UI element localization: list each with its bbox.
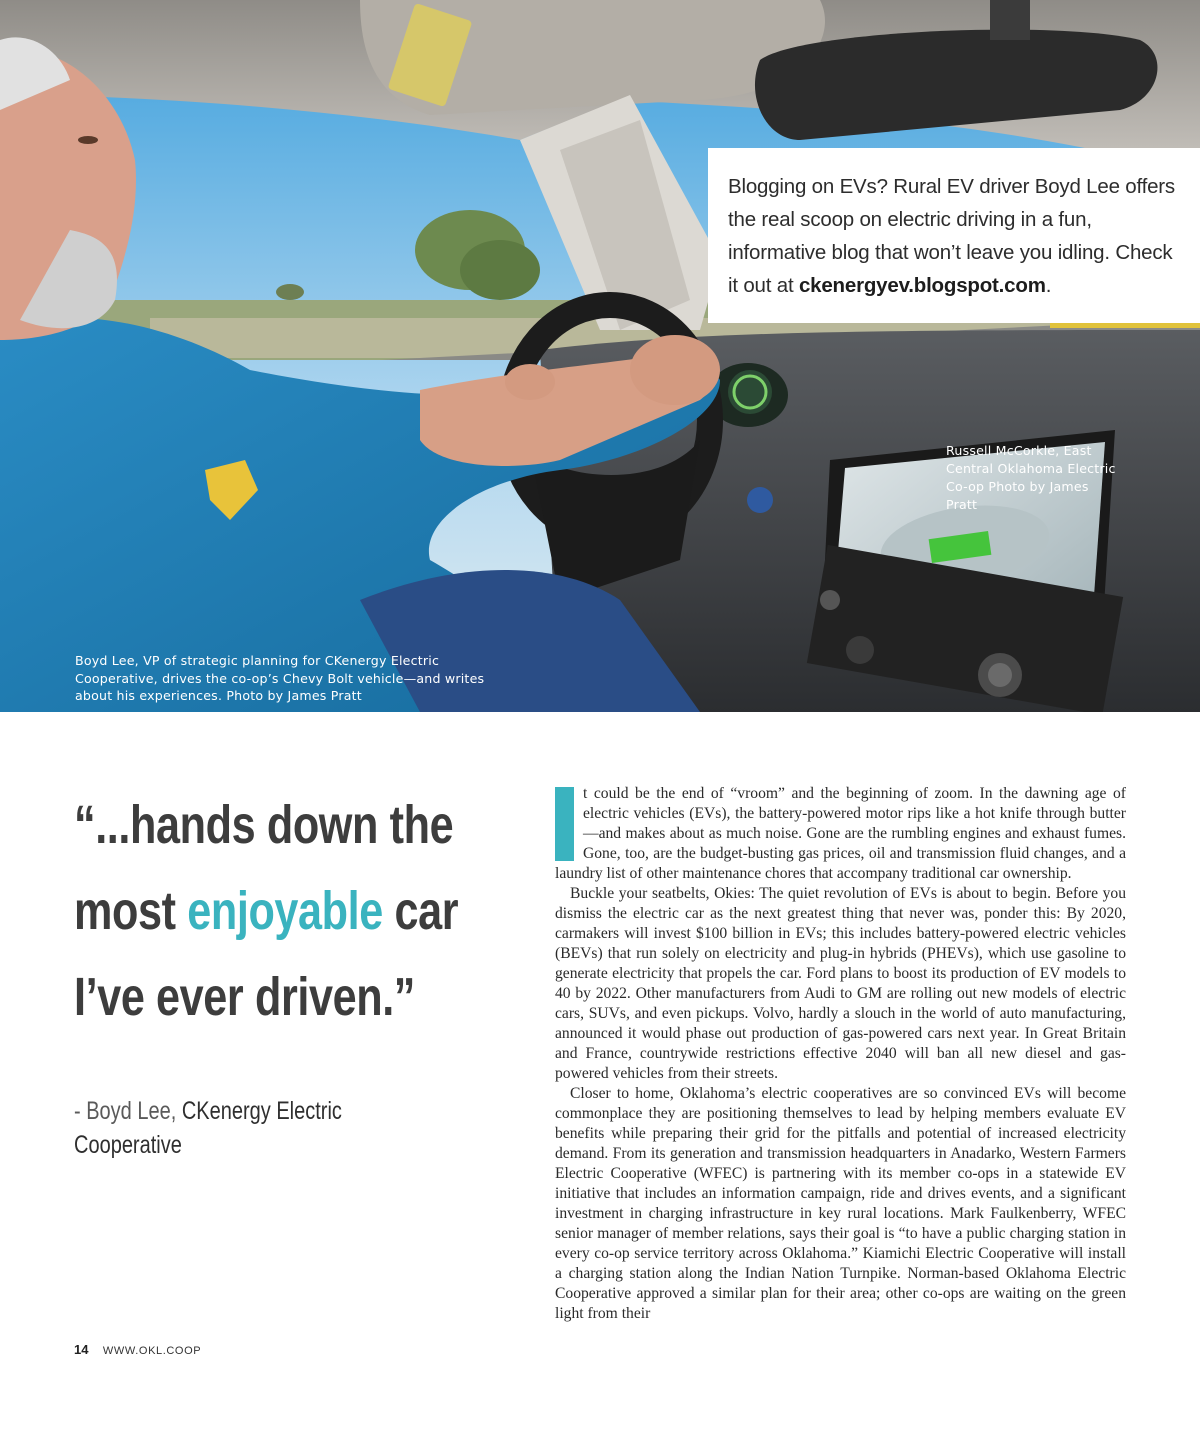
callout-period: .	[1045, 274, 1052, 297]
blog-callout-text	[728, 170, 1180, 302]
drop-cap	[555, 787, 574, 861]
photo-credit: Russell McCorkle, East Central Oklahoma Electric Co-op Photo by James Pratt	[946, 443, 1116, 512]
blog-callout	[708, 148, 1200, 323]
hero-photo	[0, 0, 1200, 712]
article-paragraph	[555, 784, 1126, 884]
attribution-org: CKenergy Electric Cooperative	[74, 1097, 342, 1159]
website-link[interactable]: WWW.OKL.COOP	[102, 1345, 202, 1357]
article-body	[555, 784, 1126, 1324]
article-paragraph: Buckle your seatbelts, Okies: The quiet revolution of EVs is about to begin. Before you dismiss the electric car as the next greatest thing that never was, ponder this: By 2020, carmakers will invest $100 billion in EVs; this includes battery-powered electric vehicles (BEVs) that run solely on electricity and plug-in hybrids (PHEVs), which use gasoline to generate electricity that propels the car. Ford plans to boost its production of EV models to 40 by 2022. Other manufacturers from Audi to GM are rolling out new models of electric cars, SUVs, and even pickups. Volvo, hardly a slouch in the world of auto manufacturing, announced it would phase out production of gas-powered cars next year. In Great Britain and France, countrywide restrictions effective 2040 will ban all new diesel and gas-powered vehicles from their streets.	[555, 885, 1126, 1082]
callout-body: Blogging on EVs? Rural EV driver Boyd Lee offers the real scoop on electric driving in a fun, informative blog that won’t leave you idling. Check it out at	[728, 175, 1175, 297]
pull-quote	[74, 782, 490, 1040]
page-footer	[74, 1341, 201, 1359]
pull-quote-accent: enjoyable	[187, 881, 383, 941]
attribution-name: - Boyd Lee,	[74, 1097, 177, 1125]
blog-url-link[interactable]: ckenergyev.blogspot.com	[798, 274, 1046, 297]
quote-attribution	[74, 1094, 442, 1162]
page-number: 14	[74, 1342, 89, 1357]
paragraph-text: t could be the end of “vroom” and the beginning of zoom. In the dawning age of electric vehicles (EVs), the battery-powered motor rips like a hot knife through butter—and makes about as much noise. Gone are the rumbling engines and exhaust fumes. Gone, too, are the budget-busting gas prices, oil and transmission fluid changes, and a laundry list of other maintenance chores that accompany traditional car ownership.	[555, 785, 1126, 882]
pull-quote-open: “...hands down the most	[74, 795, 454, 941]
article-paragraph: Closer to home, Oklahoma’s electric cooperatives are so convinced EVs will become commonplace they are positioning themselves to lead by helping members evaluate EV benefits while preparing their grid for the pitfalls and potential of increased electricity demand. From its generation and transmission headquarters in Anadarko, Western Farmers Electric Cooperative (WFEC) is partnering with its member co-ops in a statewide EV initiative that includes an information campaign, ride and drives events, and a significant investment in charging infrastructure in key rural locations. Mark Faulkenberry, WFEC senior manager of member relations, says their goal is “to have a public charging station in every co-op service territory across Oklahoma.” Kiamichi Electric Cooperative will install a charging station along the Indian Nation Turnpike. Norman-based Oklahoma Electric Cooperative approved a similar plan for their area; other co-ops are waiting on the green light from their	[555, 1085, 1126, 1322]
pull-quote-close: car I’ve ever driven.”	[74, 881, 459, 1027]
car-interior-photo	[0, 0, 1200, 712]
photo-caption: Boyd Lee, VP of strategic planning for CKenergy Electric Cooperative, drives the co-op’s Chevy Bolt vehicle—and writes about his experiences. Photo by James Pratt	[75, 653, 485, 703]
drop-cap-letter: I	[555, 796, 556, 797]
